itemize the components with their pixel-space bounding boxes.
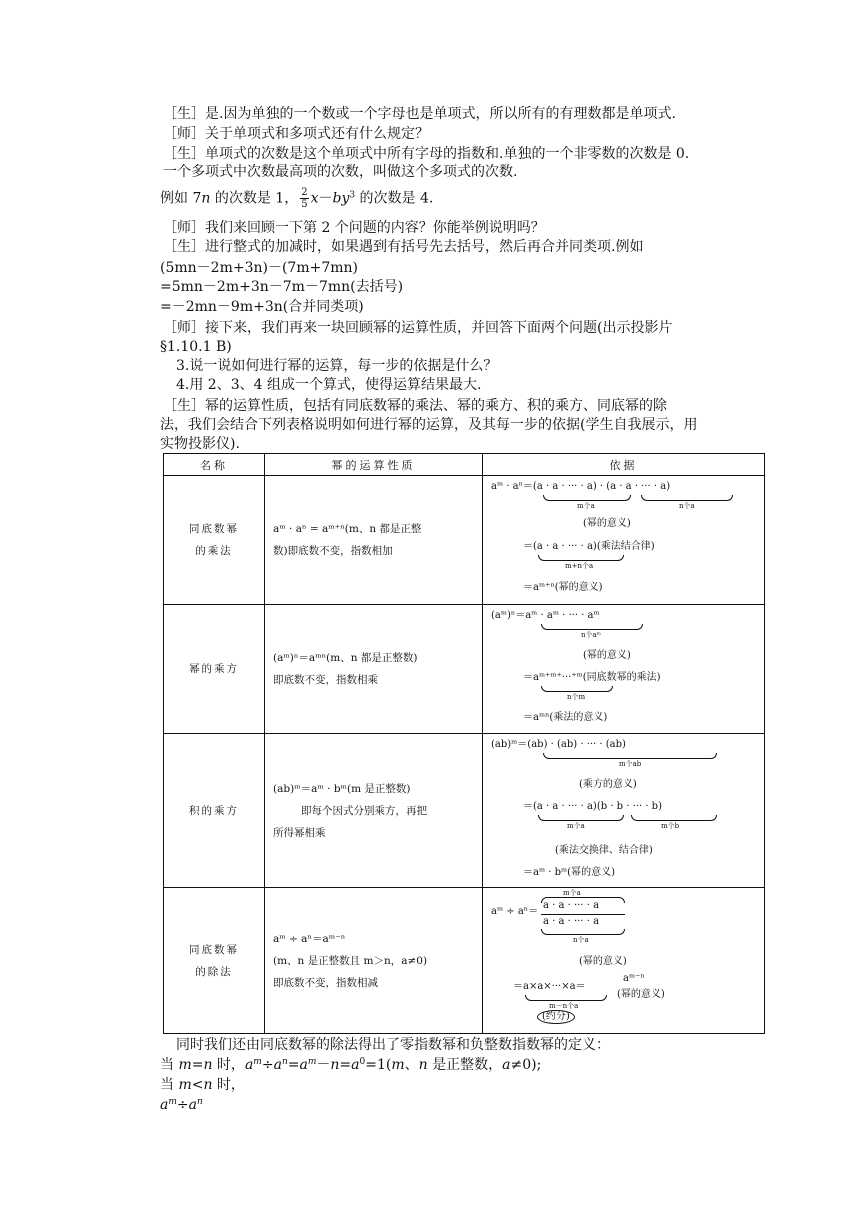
fraction: $\frac{2}{5}$ (301, 187, 308, 210)
rule-name: 积的乘方 (164, 734, 265, 888)
dialogue-line: ［生］幂的运算性质，包括有同底数幂的乘法、幂的乘方、积的乘方、同底幂的除 (163, 398, 667, 414)
negative-exponent-line: 当 m<n 时， (160, 1077, 245, 1093)
rule-property: aᵐ · aⁿ = aᵐ⁺ⁿ(m、n 都是正整 数)即底数不变，指数相加 (265, 476, 483, 605)
rule-basis: (aᵐ)ⁿ＝aᵐ · aᵐ · ··· · aᵐ n个aᵐ (幂的意义) ＝aᵐ⁺ᵐ⁺···⁺ᵐ(同底数幂的乘法) n个m ＝aᵐⁿ(乘法的意义) (483, 605, 765, 734)
rule-basis: m个a aᵐ ÷ aⁿ＝ a · a · ··· · a a · a · ··· · a n个a (幂的意义) ＝a×a×···×a＝ aᵐ⁻ⁿ (幂的意义) m－n个a (约分) (483, 888, 765, 1034)
zero-exponent-line: 当 m=n 时，$a^m\div a^n=a^m-n=a^0=1(m$、n 是正整数，a≠0); (160, 1057, 542, 1073)
example-degree-line: 例如 7n 的次数是 1， $\frac{2}{5}$ $x-by^3$ 的次数是 4. (160, 187, 434, 210)
underbrace (541, 929, 625, 935)
table-row (164, 476, 765, 605)
underbrace (538, 815, 624, 821)
cancel-annotation: (约分) (537, 1010, 575, 1024)
math-line: =－2mn－9m+3n(合并同类项) (160, 299, 364, 315)
rule-property: aᵐ ÷ aⁿ＝aᵐ⁻ⁿ (m、n 是正整数且 m＞n，a≠0) 即底数不变，指数相减 (265, 888, 483, 1034)
text-line: 一个多项式中次数最高项的次数，叫做这个多项式的次数. (163, 164, 518, 180)
math-line: $a^m\div a^n$ (160, 1097, 203, 1113)
underbrace (541, 624, 643, 630)
rule-name: 同底数幂 的乘法 (164, 476, 265, 605)
math-line: =5mn－2m+3n－7m－7mn(去括号) (160, 279, 404, 295)
math-line: (5mn－2m+3n)－(7m+7mn) (160, 260, 358, 276)
table-header: 幂的运算性质 (265, 454, 483, 476)
underbrace (543, 753, 717, 759)
table-header-row (164, 454, 765, 476)
underbrace (543, 495, 631, 501)
table-row (164, 605, 765, 734)
table-header: 依据 (483, 454, 765, 476)
underbrace (541, 686, 613, 692)
text-line: 实物投影仪). (160, 436, 240, 452)
text-line: 法，我们会结合下列表格说明如何进行幂的运算，及其每一步的依据(学生自我展示，用 (160, 417, 698, 433)
rule-property: (ab)ᵐ＝aᵐ · bᵐ(m 是正整数) 即每个因式分别乘方，再把 所得幂相乘 (265, 734, 483, 888)
dialogue-line: ［师］关于单项式和多项式还有什么规定？ (163, 126, 429, 142)
question-line: 4.用 2、3、4 组成一个算式，使得运算结果最大. (176, 377, 482, 393)
dialogue-line: ［生］进行整式的加减时，如果遇到有括号先去括号，然后再合并同类项.例如 (163, 239, 644, 255)
underbrace (631, 815, 717, 821)
rule-basis: (ab)ᵐ＝(ab) · (ab) · ··· · (ab) m个ab (乘方的意义) ＝(a · a · ··· · a)(b · b · ··· · b) m个a m个b (乘法交换律、结合律) ＝aᵐ · bᵐ(幂的意义) (483, 734, 765, 888)
table-row (164, 888, 765, 1034)
table-header: 名称 (164, 454, 265, 476)
power-rules-table (163, 453, 765, 1034)
dialogue-line: ［师］我们来回顾一下第 2 个问题的内容？你能举例说明吗？ (163, 220, 545, 236)
question-line: 3.说一说如何进行幂的运算，每一步的依据是什么？ (176, 358, 498, 374)
rule-name: 同底数幂 的除法 (164, 888, 265, 1034)
dialogue-line: ［生］单项式的次数是这个单项式中所有字母的指数和.单独的一个非零数的次数是 0. (163, 146, 690, 162)
dialogue-line: ［师］接下来，我们再来一块回顾幂的运算性质，并回答下面两个问题(出示投影片 (163, 320, 673, 336)
rule-property: (aᵐ)ⁿ＝aᵐⁿ(m、n 都是正整数) 即底数不变，指数相乘 (265, 605, 483, 734)
underbrace (641, 495, 733, 501)
text-line: §1.10.1 B) (160, 339, 232, 355)
underbrace (538, 555, 624, 561)
text-line: 同时我们还由同底数幂的除法得出了零指数幂和负整数指数幂的定义： (176, 1037, 610, 1053)
table-row (164, 734, 765, 888)
dialogue-line: ［生］是.因为单独的一个数或一个字母也是单项式，所以所有的有理数都是单项式. (163, 106, 676, 122)
rule-basis: aᵐ · aⁿ＝(a · a · ··· · a) · (a · a · ··· · a) m个a n个a (幂的意义) ＝(a · a · ··· · a)(乘法结合律) m+n个a ＝aᵐ⁺ⁿ(幂的意义) (483, 476, 765, 605)
rule-name: 幂的乘方 (164, 605, 265, 734)
underbrace (525, 995, 607, 1001)
